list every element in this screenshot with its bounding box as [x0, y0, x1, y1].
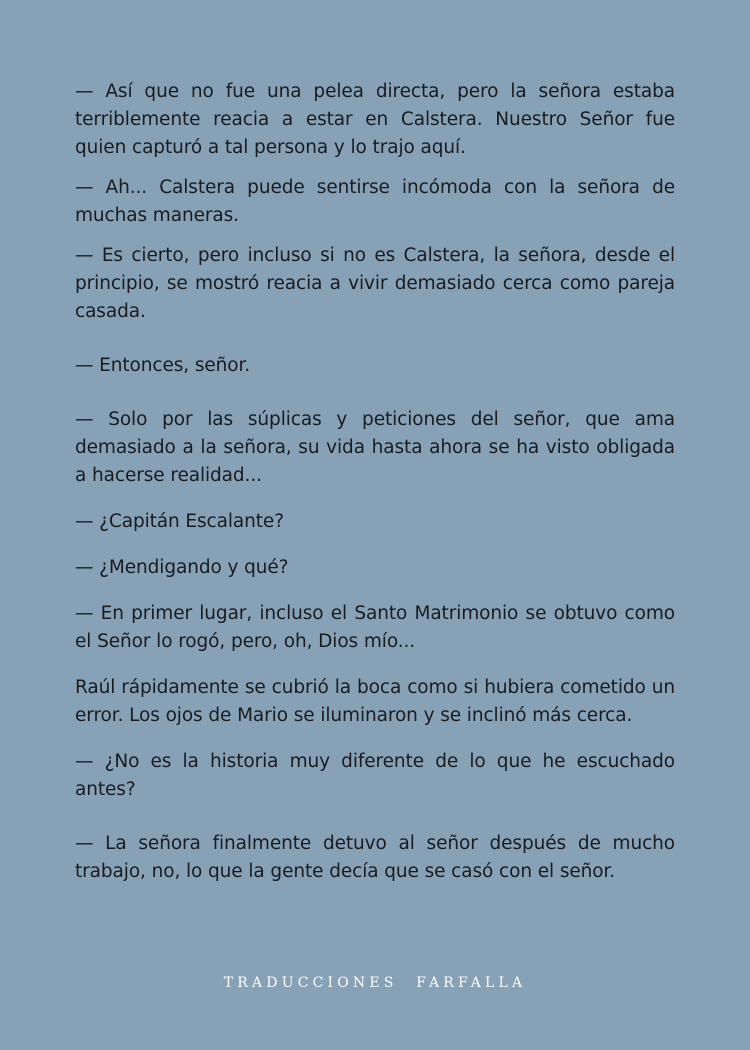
paragraph-8: — En primer lugar, incluso el Santo Matrimonio se obtuvo como el Señor lo rogó, pero, oh, Dios mío... — [75, 603, 675, 652]
paragraph-6: — ¿Capitán Escalante? — [75, 511, 284, 532]
paragraph-2: — Ah... Calstera puede sentirse incómoda con la señora de muchas maneras. — [75, 177, 675, 226]
paragraph-5: — Solo por las súplicas y peticiones del señor, que ama demasiado a la señora, su vida hasta ahora se ha visto obligada a hacerse realidad... — [75, 409, 675, 486]
paragraph-9: Raúl rápidamente se cubrió la boca como si hubiera cometido un error. Los ojos de Mario se iluminaron y se inclinó más cerca. — [75, 677, 675, 726]
paragraph-3: — Es cierto, pero incluso si no es Calstera, la señora, desde el principio, se mostró reacia a vivir demasiado cerca como pareja casada. — [75, 245, 675, 322]
paragraph-4: — Entonces, señor. — [75, 355, 251, 376]
paragraph-11: — La señora finalmente detuvo al señor después de mucho trabajo, no, lo que la gente decía que se casó con el señor. — [75, 833, 675, 882]
paragraph-7: — ¿Mendigando y qué? — [75, 557, 289, 578]
page-body — [75, 78, 675, 886]
paragraph-1: — Así que no fue una pelea directa, pero la señora estaba terriblemente reacia a estar en Calstera. Nuestro Señor fue quien capturó a tal persona y lo trajo aquí. — [75, 81, 675, 158]
paragraph-10: — ¿No es la historia muy diferente de lo que he escuchado antes? — [75, 751, 675, 800]
footer-credit: TRADUCCIONES FARFALLA — [223, 975, 527, 991]
